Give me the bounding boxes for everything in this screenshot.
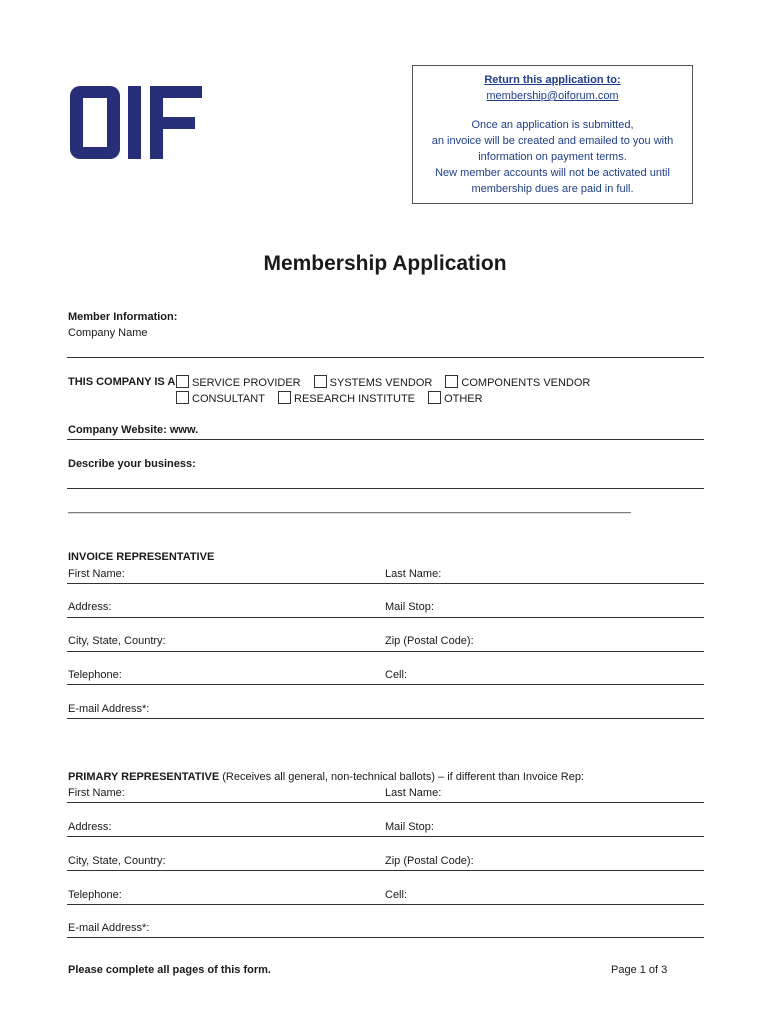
invoice-last-name-label: Last Name: xyxy=(385,568,442,580)
invoice-email-label: E-mail Address*: xyxy=(68,703,150,715)
primary-rep-note: (Receives all general, non-technical ballots) – if different than Invoice Rep: xyxy=(219,771,585,783)
primary-name-field[interactable] xyxy=(67,802,704,803)
return-instructions-box xyxy=(412,65,693,204)
option-label: OTHER xyxy=(444,393,483,405)
invoice-telephone-label: Telephone: xyxy=(68,669,122,681)
primary-email-label: E-mail Address*: xyxy=(68,922,150,934)
primary-email-field[interactable] xyxy=(67,937,704,938)
business-field[interactable] xyxy=(67,488,704,489)
primary-rep-heading: PRIMARY REPRESENTATIVE xyxy=(68,771,220,783)
primary-last-name-label: Last Name: xyxy=(385,787,442,799)
business-label: Describe your business: xyxy=(68,458,196,470)
return-line: New member accounts will not be activated until xyxy=(435,167,670,179)
primary-mail-stop-label: Mail Stop: xyxy=(385,821,434,833)
primary-cell-label: Cell: xyxy=(385,889,408,901)
primary-first-name-label: First Name: xyxy=(68,787,125,799)
invoice-name-field[interactable] xyxy=(67,583,704,584)
option-label: COMPONENTS VENDOR xyxy=(461,377,591,389)
primary-city-label: City, State, Country: xyxy=(68,855,166,867)
option-label: SERVICE PROVIDER xyxy=(192,377,301,389)
invoice-city-label: City, State, Country: xyxy=(68,635,166,647)
invoice-address-field[interactable] xyxy=(67,617,704,618)
company-type-row-2 xyxy=(176,391,493,405)
other-checkbox[interactable] xyxy=(428,391,441,404)
invoice-rep-heading: INVOICE REPRESENTATIVE xyxy=(68,551,215,563)
service-provider-checkbox[interactable] xyxy=(176,375,189,388)
option-label: CONSULTANT xyxy=(192,393,265,405)
primary-city-field[interactable] xyxy=(67,870,704,871)
return-line: information on payment terms. xyxy=(478,151,627,163)
page-title: Membership Application xyxy=(263,252,507,275)
website-label: Company Website: www. xyxy=(68,424,199,436)
company-type-row-1 xyxy=(176,375,600,389)
invoice-first-name-label: First Name: xyxy=(68,568,125,580)
business-dash-line: ____________________________________________________________________________________________ xyxy=(68,502,631,514)
company-type-label: THIS COMPANY IS A xyxy=(68,376,176,388)
components-vendor-checkbox[interactable] xyxy=(445,375,458,388)
primary-zip-label: Zip (Postal Code): xyxy=(385,855,474,867)
invoice-city-field[interactable] xyxy=(67,651,704,652)
return-email-link[interactable]: membership@oiforum.com xyxy=(486,90,619,102)
oif-logo xyxy=(70,86,202,159)
return-line: membership dues are paid in full. xyxy=(471,183,634,195)
consultant-checkbox[interactable] xyxy=(176,391,189,404)
option-label: SYSTEMS VENDOR xyxy=(329,377,433,389)
member-info-heading: Member Information: xyxy=(68,311,178,323)
company-name-label: Company Name xyxy=(68,327,148,339)
company-name-field[interactable] xyxy=(67,357,704,358)
return-title: Return this application to: xyxy=(484,74,621,86)
primary-telephone-field[interactable] xyxy=(67,904,704,905)
invoice-address-label: Address: xyxy=(68,601,112,613)
invoice-telephone-field[interactable] xyxy=(67,684,704,685)
option-label: RESEARCH INSTITUTE xyxy=(294,393,416,405)
research-institute-checkbox[interactable] xyxy=(278,391,291,404)
primary-telephone-label: Telephone: xyxy=(68,889,122,901)
website-field[interactable] xyxy=(67,439,704,440)
invoice-cell-label: Cell: xyxy=(385,669,408,681)
systems-vendor-checkbox[interactable] xyxy=(314,375,327,388)
invoice-mail-stop-label: Mail Stop: xyxy=(385,601,434,613)
primary-rep-heading-line xyxy=(68,771,584,783)
invoice-email-field[interactable] xyxy=(67,718,704,719)
footer-note: Please complete all pages of this form. xyxy=(68,964,271,976)
invoice-zip-label: Zip (Postal Code): xyxy=(385,635,474,647)
page-number: Page 1 of 3 xyxy=(611,964,668,976)
primary-address-field[interactable] xyxy=(67,836,704,837)
return-line: Once an application is submitted, xyxy=(471,119,634,131)
return-line: an invoice will be created and emailed to you with xyxy=(431,135,674,147)
primary-address-label: Address: xyxy=(68,821,112,833)
